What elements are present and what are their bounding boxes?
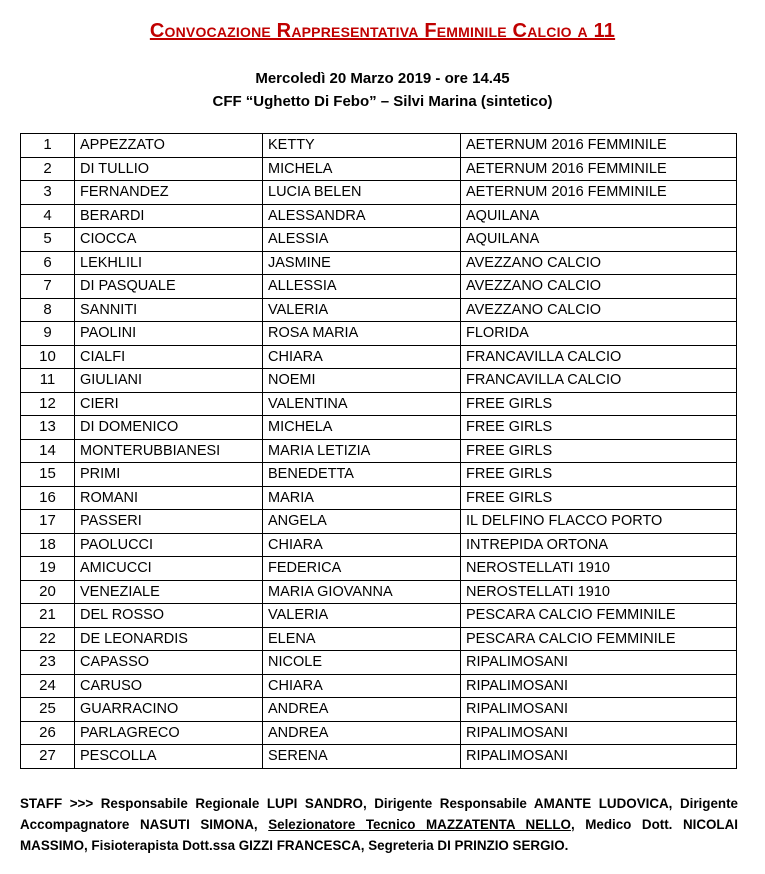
player-number: 8 xyxy=(21,298,75,322)
player-surname: DEL ROSSO xyxy=(75,604,263,628)
table-row xyxy=(21,604,737,628)
player-club: FREE GIRLS xyxy=(461,392,737,416)
player-number: 9 xyxy=(21,322,75,346)
player-number: 26 xyxy=(21,721,75,745)
player-club: FREE GIRLS xyxy=(461,463,737,487)
player-name: CHIARA xyxy=(263,674,461,698)
player-number: 21 xyxy=(21,604,75,628)
player-number: 24 xyxy=(21,674,75,698)
player-name: ROSA MARIA xyxy=(263,322,461,346)
player-name: MARIA GIOVANNA xyxy=(263,580,461,604)
venue-line: CFF “Ughetto Di Febo” – Silvi Marina (sintetico) xyxy=(212,93,553,110)
player-name: MICHELA xyxy=(263,416,461,440)
player-surname: PAOLUCCI xyxy=(75,533,263,557)
player-name: ANGELA xyxy=(263,510,461,534)
table-row xyxy=(21,674,737,698)
table-row xyxy=(21,369,737,393)
player-surname: PAOLINI xyxy=(75,322,263,346)
player-surname: PASSERI xyxy=(75,510,263,534)
table-row xyxy=(21,651,737,675)
table-row xyxy=(21,322,737,346)
table-row xyxy=(21,721,737,745)
player-club: AETERNUM 2016 FEMMINILE xyxy=(461,134,737,158)
player-club: FLORIDA xyxy=(461,322,737,346)
player-surname: PRIMI xyxy=(75,463,263,487)
table-row xyxy=(21,627,737,651)
table-row xyxy=(21,298,737,322)
player-number: 11 xyxy=(21,369,75,393)
player-number: 7 xyxy=(21,275,75,299)
player-number: 10 xyxy=(21,345,75,369)
player-surname: DI DOMENICO xyxy=(75,416,263,440)
player-club: AVEZZANO CALCIO xyxy=(461,298,737,322)
roster-table xyxy=(20,133,737,769)
table-row xyxy=(21,392,737,416)
player-surname: GIULIANI xyxy=(75,369,263,393)
table-row xyxy=(21,157,737,181)
player-club: IL DELFINO FLACCO PORTO xyxy=(461,510,737,534)
player-name: NICOLE xyxy=(263,651,461,675)
table-row xyxy=(21,134,737,158)
player-name: CHIARA xyxy=(263,533,461,557)
player-name: ANDREA xyxy=(263,698,461,722)
table-row xyxy=(21,745,737,769)
table-row xyxy=(21,204,737,228)
table-row xyxy=(21,228,737,252)
player-surname: CIERI xyxy=(75,392,263,416)
player-number: 25 xyxy=(21,698,75,722)
player-number: 3 xyxy=(21,181,75,205)
roster-body xyxy=(21,134,737,769)
player-club: AQUILANA xyxy=(461,204,737,228)
player-name: ALLESSIA xyxy=(263,275,461,299)
table-row xyxy=(21,580,737,604)
player-name: MARIA LETIZIA xyxy=(263,439,461,463)
player-club: PESCARA CALCIO FEMMINILE xyxy=(461,604,737,628)
player-name: CHIARA xyxy=(263,345,461,369)
table-row xyxy=(21,181,737,205)
player-name: ALESSIA xyxy=(263,228,461,252)
table-row xyxy=(21,557,737,581)
player-name: ALESSANDRA xyxy=(263,204,461,228)
player-number: 4 xyxy=(21,204,75,228)
player-number: 18 xyxy=(21,533,75,557)
player-name: KETTY xyxy=(263,134,461,158)
player-name: BENEDETTA xyxy=(263,463,461,487)
player-name: LUCIA BELEN xyxy=(263,181,461,205)
player-number: 1 xyxy=(21,134,75,158)
player-club: FREE GIRLS xyxy=(461,416,737,440)
table-row xyxy=(21,698,737,722)
player-name: FEDERICA xyxy=(263,557,461,581)
player-surname: GUARRACINO xyxy=(75,698,263,722)
player-surname: CIALFI xyxy=(75,345,263,369)
table-row xyxy=(21,416,737,440)
player-number: 13 xyxy=(21,416,75,440)
table-row xyxy=(21,486,737,510)
staff-text-start: STAFF >>> Responsabile Regionale LUPI SANDRO, Dirigente Responsabile AMANTE LUDOVICA, Dirigente Accompagnatore NASUTI SIMONA, xyxy=(20,796,738,832)
player-number: 2 xyxy=(21,157,75,181)
player-number: 22 xyxy=(21,627,75,651)
player-surname: PESCOLLA xyxy=(75,745,263,769)
player-club: RIPALIMOSANI xyxy=(461,745,737,769)
player-club: NEROSTELLATI 1910 xyxy=(461,580,737,604)
player-club: FRANCAVILLA CALCIO xyxy=(461,369,737,393)
table-row xyxy=(21,463,737,487)
player-surname: SANNITI xyxy=(75,298,263,322)
player-surname: VENEZIALE xyxy=(75,580,263,604)
player-club: RIPALIMOSANI xyxy=(461,651,737,675)
player-club: AQUILANA xyxy=(461,228,737,252)
player-name: MICHELA xyxy=(263,157,461,181)
table-row xyxy=(21,345,737,369)
player-number: 12 xyxy=(21,392,75,416)
player-surname: LEKHLILI xyxy=(75,251,263,275)
player-surname: MONTERUBBIANESI xyxy=(75,439,263,463)
player-number: 16 xyxy=(21,486,75,510)
player-surname: CARUSO xyxy=(75,674,263,698)
player-surname: AMICUCCI xyxy=(75,557,263,581)
player-club: AETERNUM 2016 FEMMINILE xyxy=(461,181,737,205)
player-club: RIPALIMOSANI xyxy=(461,674,737,698)
player-surname: ROMANI xyxy=(75,486,263,510)
player-number: 27 xyxy=(21,745,75,769)
player-number: 5 xyxy=(21,228,75,252)
player-surname: CIOCCA xyxy=(75,228,263,252)
table-row xyxy=(21,533,737,557)
player-club: INTREPIDA ORTONA xyxy=(461,533,737,557)
player-club: AVEZZANO CALCIO xyxy=(461,275,737,299)
table-row xyxy=(21,251,737,275)
player-club: PESCARA CALCIO FEMMINILE xyxy=(461,627,737,651)
player-name: ANDREA xyxy=(263,721,461,745)
document-title: Convocazione Rappresentativa Femminile Calcio a 11 xyxy=(149,20,616,42)
player-surname: FERNANDEZ xyxy=(75,181,263,205)
player-number: 6 xyxy=(21,251,75,275)
table-row xyxy=(21,439,737,463)
player-name: JASMINE xyxy=(263,251,461,275)
player-surname: DI TULLIO xyxy=(75,157,263,181)
player-name: ELENA xyxy=(263,627,461,651)
table-row xyxy=(21,275,737,299)
player-surname: CAPASSO xyxy=(75,651,263,675)
player-club: FRANCAVILLA CALCIO xyxy=(461,345,737,369)
player-club: RIPALIMOSANI xyxy=(461,721,737,745)
player-club: FREE GIRLS xyxy=(461,439,737,463)
player-name: MARIA xyxy=(263,486,461,510)
player-club: AETERNUM 2016 FEMMINILE xyxy=(461,157,737,181)
player-club: AVEZZANO CALCIO xyxy=(461,251,737,275)
player-surname: APPEZZATO xyxy=(75,134,263,158)
player-number: 19 xyxy=(21,557,75,581)
player-name: SERENA xyxy=(263,745,461,769)
player-number: 15 xyxy=(21,463,75,487)
player-club: NEROSTELLATI 1910 xyxy=(461,557,737,581)
staff-text-end: , Medico Dott. NICOLAI MASSIMO, Fisioterapista Dott.ssa GIZZI FRANCESCA, Segreteria DI PRINZIO SERGIO. xyxy=(20,817,739,853)
player-number: 14 xyxy=(21,439,75,463)
player-name: NOEMI xyxy=(263,369,461,393)
table-row xyxy=(21,510,737,534)
player-surname: DE LEONARDIS xyxy=(75,627,263,651)
player-surname: BERARDI xyxy=(75,204,263,228)
player-number: 17 xyxy=(21,510,75,534)
player-surname: DI PASQUALE xyxy=(75,275,263,299)
player-name: VALERIA xyxy=(263,604,461,628)
player-club: FREE GIRLS xyxy=(461,486,737,510)
player-number: 20 xyxy=(21,580,75,604)
player-club: RIPALIMOSANI xyxy=(461,698,737,722)
date-line: Mercoledì 20 Marzo 2019 - ore 14.45 xyxy=(255,70,510,87)
player-name: VALENTINA xyxy=(263,392,461,416)
player-surname: PARLAGRECO xyxy=(75,721,263,745)
player-name: VALERIA xyxy=(263,298,461,322)
staff-coach: Selezionatore Tecnico MAZZATENTA NELLO xyxy=(268,817,571,832)
player-number: 23 xyxy=(21,651,75,675)
staff-paragraph xyxy=(20,793,738,856)
